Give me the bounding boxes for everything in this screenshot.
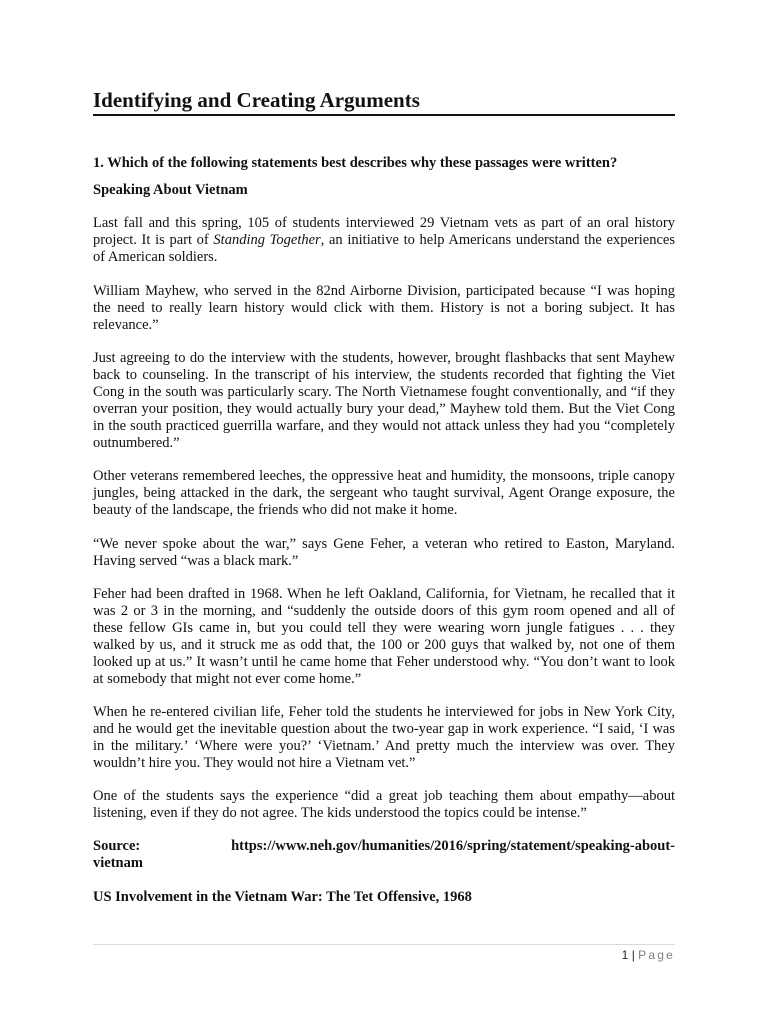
section-heading: Speaking About Vietnam (93, 182, 248, 198)
paragraph-1 (93, 215, 675, 266)
paragraph-2: William Mayhew, who served in the 82nd Airborne Division, participated because “I was hoping the need to really learn history would click with them. History is not a boring subject. It has relevance.” (93, 283, 675, 333)
page-footer (622, 947, 675, 963)
title-underline (93, 114, 675, 116)
source-label: Source: (93, 838, 141, 854)
paragraph-4: Other veterans remembered leeches, the oppressive heat and humidity, the monsoons, triple canopy jungles, being attacked in the dark, the sergeant who taught survival, Agent Orange exposure, the beauty of the landscape, the friends who did not make it home. (93, 468, 675, 518)
paragraph-1-text-end: , an initiative to help Americans understand the experiences of American soldiers. (93, 231, 675, 265)
source-url-continued[interactable]: vietnam (93, 855, 143, 871)
page-number: 1 (621, 948, 629, 962)
source-citation (93, 838, 675, 872)
source-url[interactable]: https://www.neh.gov/humanities/2016/spring/statement/speaking-about- (231, 838, 675, 854)
question-text: 1. Which of the following statements best describes why these passages were written? (93, 155, 618, 171)
footer-separator: | (631, 948, 635, 962)
next-section-heading: US Involvement in the Vietnam War: The Tet Offensive, 1968 (93, 889, 472, 905)
paragraph-1-italic-title: Standing Together (213, 231, 321, 248)
paragraph-6: Feher had been drafted in 1968. When he left Oakland, California, for Vietnam, he recalled that it was 2 or 3 in the morning, and “suddenly the outside doors of this gym room opened and all of these fellow GIs came in, but you could tell they were wearing worn jungle fatigues . . . they walked by us, and it struck me as odd that, the 100 or 200 guys that walked by, not one of them looked up at us.” It wasn’t until he came home that Feher understood why. “You don’t want to look at somebody that might not ever come home.” (93, 586, 675, 687)
paragraph-5: “We never spoke about the war,” says Gene Feher, a veteran who retired to Easton, Maryland. Having served “was a black mark.” (93, 536, 675, 569)
paragraph-7: When he re-entered civilian life, Feher told the students he interviewed for jobs in New York City, and he would get the inevitable question about the two-year gap in work experience. “I said, ‘I was in the military.’ ‘Where were you?’ ‘Vietnam.’ And pretty much the interview was over. They wouldn’t hire you. They would not hire a Vietnam vet.” (93, 704, 675, 771)
page-label: Page (638, 948, 675, 962)
paragraph-1-text-start: Last fall and this spring, 105 of students interviewed 29 Vietnam vets as part of an oral history project. It is part of (93, 215, 675, 248)
footer-divider (93, 944, 675, 945)
document-page (93, 0, 675, 1024)
paragraph-8: One of the students says the experience “did a great job teaching them about empathy—about listening, even if they do not agree. The kids understood the topics could be intense.” (93, 788, 675, 821)
paragraph-3: Just agreeing to do the interview with the students, however, brought flashbacks that sent Mayhew back to counseling. In the transcript of his interview, the students recorded that fighting the Viet Cong in the south was particularly scary. The North Vietnamese fought conventionally, and “if they overran your position, they would actually bury your dead,” Mayhew told them. But the Viet Cong in the south practiced guerrilla warfare, and they would not attack unless they had you “completely outnumbered.” (93, 350, 675, 451)
document-title: Identifying and Creating Arguments (93, 88, 420, 112)
